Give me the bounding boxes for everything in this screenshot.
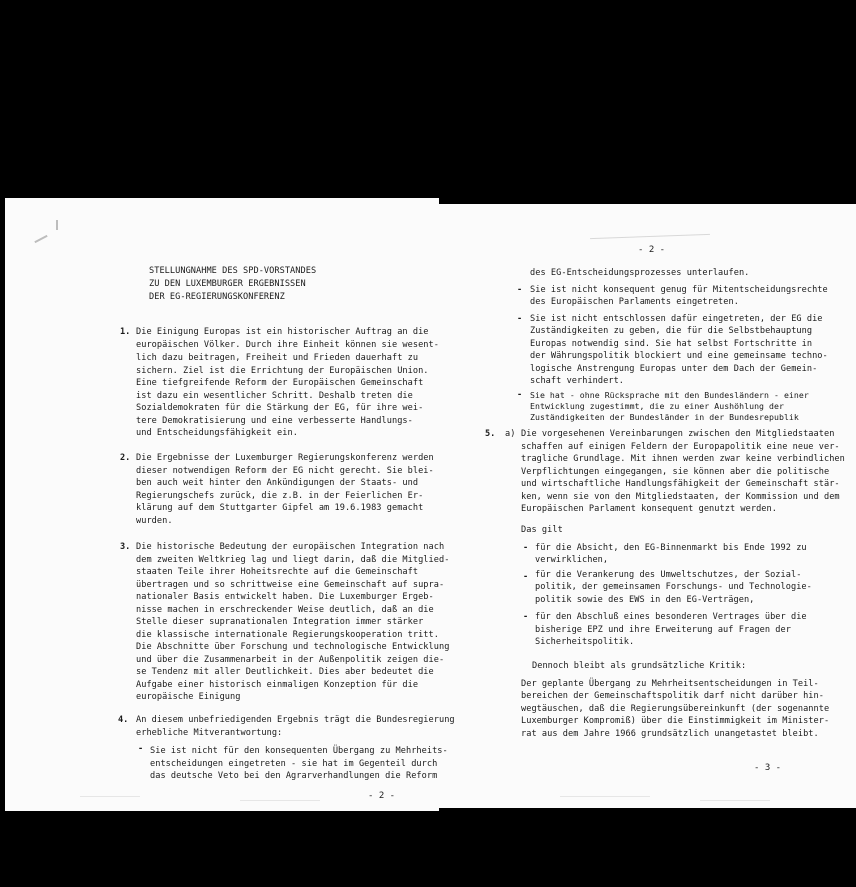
paragraph-line: die klassische internationale Regierungskooperation tritt. bbox=[136, 630, 439, 640]
scan-speck bbox=[560, 796, 650, 797]
paragraph-line: ken, wenn sie von den Mitgliedstaaten, der Kommission und dem bbox=[521, 492, 840, 502]
paragraph-line: übertragen und so schrittweise eine Gemeinschaft auf supra- bbox=[136, 580, 445, 590]
bullet-line: verwirklichen, bbox=[535, 555, 609, 565]
document-heading-line: STELLUNGNAHME DES SPD-VORSTANDES bbox=[149, 266, 317, 276]
paragraph-line: und über die Zusammenarbeit in der Außenpolitik zeigen die- bbox=[136, 655, 445, 665]
paragraph-line: Die Ergebnisse der Luxemburger Regierungskonferenz werden bbox=[136, 453, 434, 463]
paragraph-line: rat aus dem Jahre 1966 grundsätzlich unangetastet bleibt. bbox=[521, 729, 819, 739]
bullet-dash: - bbox=[523, 612, 529, 622]
bullet-line: des Europäischen Parlaments eingetreten. bbox=[530, 297, 739, 307]
paragraph-line: Die Abschnitte über Forschung und technologische Entwicklung bbox=[136, 642, 450, 652]
paragraph-line: wegtäuschen, daß die Regierungsübereinkunft (der sogenannte bbox=[521, 704, 830, 714]
document-heading-line: DER EG-REGIERUNGSKONFERENZ bbox=[149, 292, 285, 302]
paragraph-line: dieser notwendigen Reform der EG nicht gerecht. Sie blei- bbox=[136, 466, 434, 476]
bullet-line: bisherige EPZ und ihre Erweiterung auf Fragen der bbox=[535, 625, 791, 635]
paragraph-line: Eine tiefgreifende Reform der Europäischen Gemeinschaft bbox=[136, 378, 424, 388]
bullet-line: Sie hat - ohne Rücksprache mit den Bundesländern - einer bbox=[530, 390, 809, 400]
page-number: - 2 - bbox=[638, 245, 666, 255]
bullet-line: Entwicklung zugestimmt, die zu einer Aushöhlung der bbox=[530, 401, 784, 411]
item-number: 1. bbox=[120, 327, 131, 337]
paragraph-line: europäische Einigung bbox=[136, 692, 241, 702]
page-number: - 2 - bbox=[368, 791, 396, 801]
paragraph-line: dem zweiten Weltkrieg lag und liegt darin, daß die Mitglied- bbox=[136, 555, 450, 565]
item-number: 5. bbox=[485, 429, 496, 439]
paragraph-line: bereichen der Gemeinschaftspolitik darf nicht darüber hin- bbox=[521, 691, 824, 701]
paragraph-line: Aufgabe einer historisch einmaligen Konzeption für die bbox=[136, 680, 419, 690]
bullet-line: entscheidungen eingetreten - sie hat im Gegenteil durch bbox=[150, 759, 438, 769]
bullet-line: der Währungspolitik blockiert und eine gemeinsame techno- bbox=[530, 351, 828, 361]
paragraph-line: tere Demokratisierung und eine verbesserte Handlungs- bbox=[136, 416, 413, 426]
bullet-line: Sie ist nicht für den konsequenten Übergang zu Mehrheits- bbox=[150, 746, 448, 756]
bullet-dash: - bbox=[523, 572, 529, 582]
bullet-line: Sie ist nicht konsequent genug für Mitentscheidungsrechte bbox=[530, 285, 828, 295]
paragraph-line: Luxemburger Kompromiß) über die Einstimmigkeit im Minister- bbox=[521, 716, 830, 726]
bullet-line: Zuständigkeiten zu geben, die für die Selbstbehauptung bbox=[530, 326, 813, 336]
document-heading-line: ZU DEN LUXEMBURGER ERGEBNISSEN bbox=[149, 279, 306, 289]
paragraph-line: tragliche Grundlage. Mit ihnen werden zwar keine verbindlichen bbox=[521, 454, 845, 464]
page-number: - 3 - bbox=[754, 763, 782, 773]
paragraph-line: se Tendenz mit aller Deutlichkeit. Dies aber bedeutet die bbox=[136, 667, 434, 677]
paragraph-line: des EG-Entscheidungsprozesses unterlaufen. bbox=[530, 268, 750, 278]
paragraph-line: ist dazu ein wesentlicher Schritt. Deshalb treten die bbox=[136, 391, 413, 401]
scan-speck bbox=[240, 800, 320, 801]
item-number: 4. bbox=[118, 715, 129, 725]
bullet-line: schaft verhindert. bbox=[530, 376, 625, 386]
bullet-line: politik, der gemeinsamen Forschungs- und Technologie- bbox=[535, 582, 812, 592]
paragraph-line: und wirtschaftliche Handlungsfähigkeit der Gemeinschaft stär- bbox=[521, 479, 840, 489]
paragraph-line: Die historische Bedeutung der europäischen Integration nach bbox=[136, 542, 445, 552]
paragraph-line: Der geplante Übergang zu Mehrheitsentscheidungen in Teil- bbox=[521, 679, 819, 689]
paragraph-line: Regierungschefs zurück, die z.B. in der Feierlichen Er- bbox=[136, 491, 424, 501]
paragraph-line: klärung auf dem Stuttgarter Gipfel am 19.6.1983 gemacht bbox=[136, 503, 424, 513]
bullet-line: Zuständigkeiten der Bundesländer in der Bundesrepublik bbox=[530, 412, 799, 422]
bullet-dash: - bbox=[517, 314, 523, 324]
paragraph-line: lich dazu beitragen, Freiheit und Frieden dauerhaft zu bbox=[136, 353, 419, 363]
scan-artifact-mark bbox=[56, 220, 58, 230]
bullet-dash: - bbox=[517, 285, 523, 295]
bullet-line: Sicherheitspolitik. bbox=[535, 637, 635, 647]
sub-item-label: a) bbox=[505, 429, 516, 439]
bullet-dash: - bbox=[523, 543, 529, 553]
paragraph-line: ben auch weit hinter den Ankündigungen der Staats- und bbox=[136, 478, 419, 488]
bullet-line: für den Abschluß eines besonderen Vertrages über die bbox=[535, 612, 807, 622]
paragraph-line: europäischen Völker. Durch ihre Einheit können sie wesent- bbox=[136, 340, 439, 350]
paragraph-line: nisse machen in erschreckender Weise deutlich, daß an die bbox=[136, 605, 434, 615]
paragraph-line: schaffen auf einigen Feldern der Europapolitik eine neue ver- bbox=[521, 442, 840, 452]
paragraph-line: nationaler Basis entwickelt haben. Die Luxemburger Ergeb- bbox=[136, 592, 434, 602]
paragraph-line: Stelle dieser supranationalen Integration immer stärker bbox=[136, 617, 424, 627]
paragraph-line: Sozialdemokraten für die Stärkung der EG, für ihre wei- bbox=[136, 403, 424, 413]
paragraph-line: sichern. Ziel ist die Errichtung der Europäischen Union. bbox=[136, 366, 429, 376]
bullet-line: politik sowie des EWS in den EG-Verträgen, bbox=[535, 595, 755, 605]
bullet-line: logische Anstrengung Europas unter dem Dach der Gemein- bbox=[530, 364, 818, 374]
bullet-line: das deutsche Veto bei den Agrarverhandlungen die Reform bbox=[150, 771, 438, 781]
bullet-line: Europas notwendig sind. Sie hat selbst Fortschritte in bbox=[530, 339, 813, 349]
item-number: 2. bbox=[120, 453, 131, 463]
critique-heading: Dennoch bleibt als grundsätzliche Kritik: bbox=[532, 661, 747, 671]
bullet-dash: - bbox=[517, 390, 523, 400]
paragraph-line: wurden. bbox=[136, 516, 173, 526]
paragraph-line: staaten Teile ihrer Hoheitsrechte auf die Gemeinschaft bbox=[136, 567, 419, 577]
bullet-line: für die Absicht, den EG-Binnenmarkt bis Ende 1992 zu bbox=[535, 543, 807, 553]
paragraph-line: An diesem unbefriedigenden Ergebnis trägt die Bundesregierung bbox=[136, 715, 455, 725]
paragraph-line: und Entscheidungsfähigkeit ein. bbox=[136, 428, 298, 438]
scan-speck bbox=[80, 796, 140, 797]
paragraph-line: Verpflichtungen eingegangen, sie können aber die politische bbox=[521, 467, 830, 477]
paragraph-line: Europäischen Parlament konsequent genutzt werden. bbox=[521, 504, 777, 514]
bullet-line: für die Verankerung des Umweltschutzes, der Sozial- bbox=[535, 570, 802, 580]
paragraph-line: erhebliche Mitverantwortung: bbox=[136, 728, 283, 738]
bullet-line: Sie ist nicht entschlossen dafür eingetreten, der EG die bbox=[530, 314, 823, 324]
bullet-dash: - bbox=[138, 744, 144, 754]
item-number: 3. bbox=[120, 542, 131, 552]
paragraph-line: Die vorgesehenen Vereinbarungen zwischen den Mitgliedstaaten bbox=[521, 429, 835, 439]
das-gilt-label: Das gilt bbox=[521, 525, 563, 535]
scan-speck bbox=[700, 800, 770, 801]
paragraph-line: Die Einigung Europas ist ein historischer Auftrag an die bbox=[136, 327, 429, 337]
